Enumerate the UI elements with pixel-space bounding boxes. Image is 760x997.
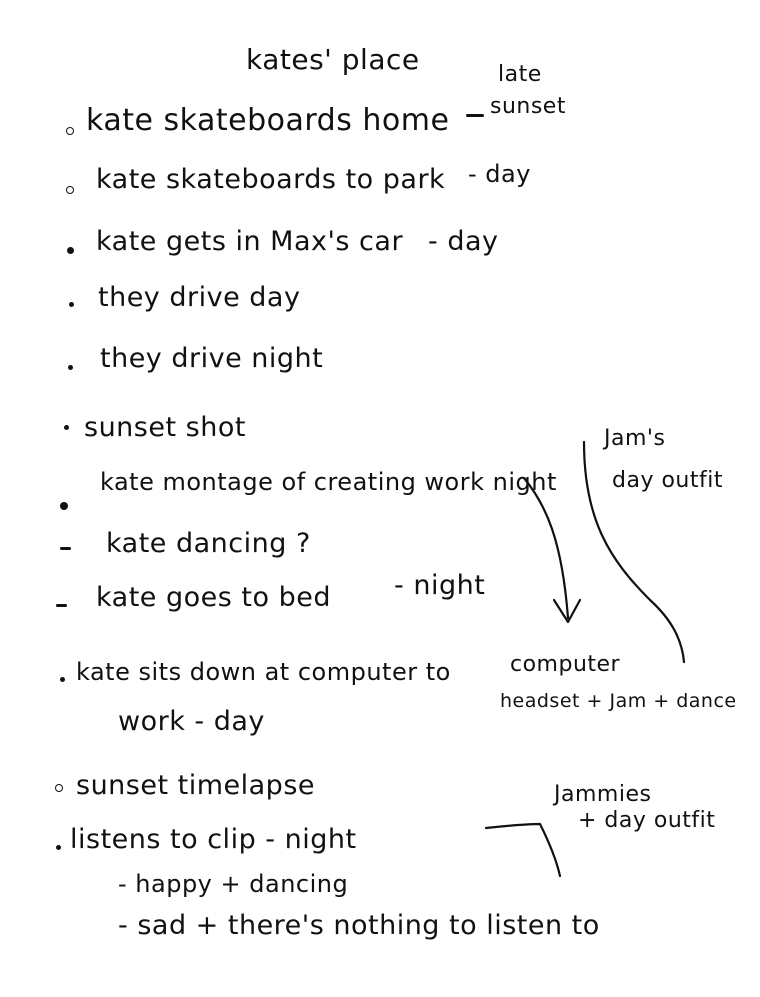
note-jammies: + day outfit bbox=[578, 808, 716, 833]
list-item-note: - night bbox=[394, 570, 486, 601]
bullet bbox=[55, 784, 63, 792]
list-item: sunset shot bbox=[84, 412, 246, 443]
dash-bullet bbox=[60, 547, 71, 550]
list-item: kate dancing ? bbox=[106, 528, 311, 559]
bullet bbox=[56, 845, 61, 850]
list-item: kate montage of creating work night bbox=[100, 468, 557, 496]
bullet bbox=[68, 365, 73, 370]
bullet bbox=[60, 677, 65, 682]
list-item: listens to clip - night bbox=[70, 824, 357, 855]
list-item: kate skateboards to park bbox=[96, 164, 446, 195]
bullet bbox=[67, 247, 74, 254]
bullet bbox=[60, 502, 68, 510]
bullet bbox=[66, 186, 74, 194]
note-jammies: Jammies bbox=[554, 782, 652, 807]
note-dash bbox=[466, 114, 484, 117]
note-computer: headset + Jam + dance bbox=[500, 690, 737, 712]
list-item: they drive night bbox=[100, 343, 324, 374]
list-item: they drive day bbox=[98, 282, 301, 313]
list-item-note: - day bbox=[468, 160, 531, 188]
bullet bbox=[64, 425, 69, 430]
list-item-cont: work - day bbox=[118, 706, 265, 737]
list-item: kate sits down at computer to bbox=[76, 658, 451, 686]
note-jams: day outfit bbox=[612, 468, 723, 493]
arrow-line-to-computer bbox=[524, 478, 568, 618]
bullet bbox=[66, 127, 74, 135]
list-item-note: - day bbox=[428, 226, 499, 257]
note-jams: Jam's bbox=[604, 426, 666, 451]
sub-list-item: - happy + dancing bbox=[118, 870, 349, 898]
list-item: kate gets in Max's car bbox=[96, 226, 404, 257]
list-item: kate skateboards home bbox=[86, 103, 450, 138]
arrow-head bbox=[554, 600, 580, 622]
note-sunset: sunset bbox=[490, 94, 566, 119]
bullet bbox=[69, 302, 74, 307]
note-late: late bbox=[498, 62, 542, 87]
page-title: kates' place bbox=[246, 43, 420, 76]
note-computer: computer bbox=[510, 652, 621, 677]
list-item: sunset timelapse bbox=[76, 770, 316, 801]
bracket-to-jammies bbox=[486, 824, 560, 876]
list-item: kate goes to bed bbox=[96, 582, 331, 613]
sub-list-item: - sad + there's nothing to listen to bbox=[118, 910, 600, 941]
dash-bullet bbox=[56, 604, 67, 607]
